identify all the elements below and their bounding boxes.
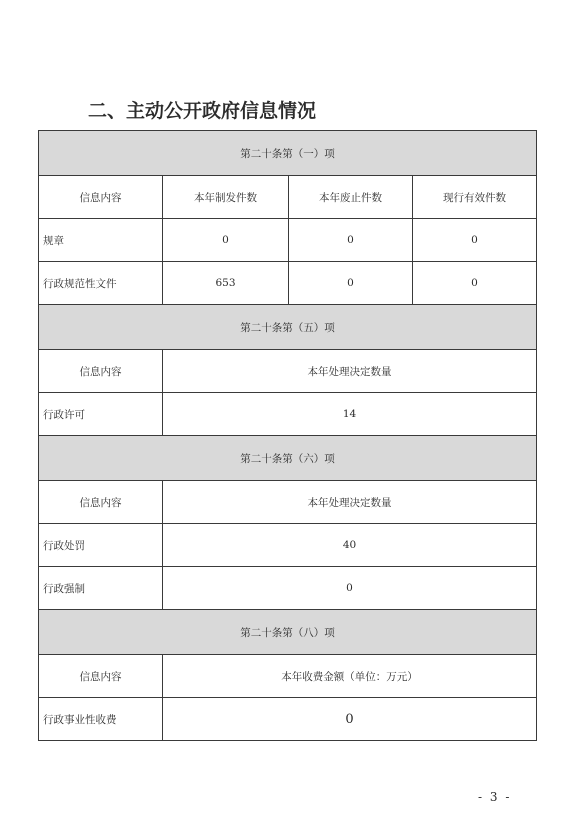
table-row <box>39 524 537 567</box>
table-row <box>39 219 537 262</box>
col-info-content: 信息内容 <box>39 655 163 698</box>
section-1-header: 第二十条第（一）项 <box>39 131 537 176</box>
col-currently-valid: 现行有效件数 <box>413 176 537 219</box>
section-1-header-row <box>39 131 537 176</box>
cell-value: 0 <box>163 698 537 741</box>
col-info-content: 信息内容 <box>39 481 163 524</box>
row-label-administrative-coercion: 行政强制 <box>39 567 163 610</box>
section-title: 二、主动公开政府信息情况 <box>88 100 317 122</box>
cell-value: 0 <box>413 219 537 262</box>
col-info-content: 信息内容 <box>39 176 163 219</box>
section-1-column-header-row <box>39 176 537 219</box>
table-row <box>39 698 537 741</box>
section-5-header: 第二十条第（五）项 <box>39 305 537 350</box>
cell-value: 0 <box>289 262 413 305</box>
cell-value: 14 <box>163 393 537 436</box>
cell-value: 653 <box>163 262 289 305</box>
col-issued-this-year: 本年制发件数 <box>163 176 289 219</box>
section-6-column-header-row <box>39 481 537 524</box>
section-8-column-header-row <box>39 655 537 698</box>
row-label-regulations: 规章 <box>39 219 163 262</box>
section-8-header: 第二十条第（八）项 <box>39 610 537 655</box>
page-number: - 3 - <box>478 790 512 804</box>
table-row <box>39 262 537 305</box>
table-row <box>39 393 537 436</box>
table-row <box>39 567 537 610</box>
cell-value: 0 <box>163 219 289 262</box>
disclosure-table <box>38 130 537 741</box>
row-label-administrative-penalty: 行政处罚 <box>39 524 163 567</box>
col-fee-amount: 本年收费金额（单位：万元） <box>163 655 537 698</box>
row-label-normative-documents: 行政规范性文件 <box>39 262 163 305</box>
cell-value: 0 <box>289 219 413 262</box>
section-8-header-row <box>39 610 537 655</box>
section-6-header: 第二十条第（六）项 <box>39 436 537 481</box>
row-label-administrative-fees: 行政事业性收费 <box>39 698 163 741</box>
section-5-header-row <box>39 305 537 350</box>
col-abolished-this-year: 本年废止件数 <box>289 176 413 219</box>
cell-value: 0 <box>163 567 537 610</box>
section-5-column-header-row <box>39 350 537 393</box>
col-decisions-count: 本年处理决定数量 <box>163 481 537 524</box>
cell-value: 40 <box>163 524 537 567</box>
section-6-header-row <box>39 436 537 481</box>
row-label-administrative-license: 行政许可 <box>39 393 163 436</box>
col-decisions-count: 本年处理决定数量 <box>163 350 537 393</box>
col-info-content: 信息内容 <box>39 350 163 393</box>
cell-value: 0 <box>413 262 537 305</box>
